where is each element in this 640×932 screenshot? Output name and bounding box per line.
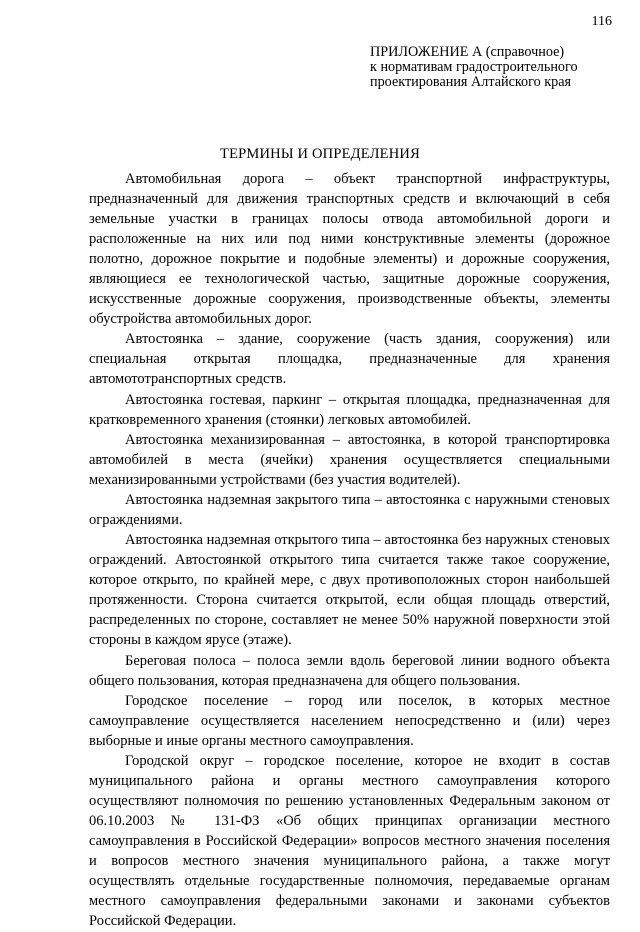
- definition-paragraph: Береговая полоса – полоса земли вдоль береговой линии водного объекта общего пользования, которая предназначена для общего пользования.: [89, 652, 610, 689]
- definition-paragraph: Автостоянка механизированная – автостоянка, в которой транспортировка автомобилей в места (ячейки) хранения осуществляется специальными механизированными устройствами (без участия водителей).: [89, 431, 610, 488]
- definition-paragraph: Автостоянка гостевая, паркинг – открытая площадка, предназначенная для кратковременного хранения (стоянки) легковых автомобилей.: [89, 391, 610, 428]
- appendix-header: [370, 45, 578, 90]
- appendix-subtitle-line1: к нормативам градостроительного: [370, 59, 578, 75]
- definition-paragraph: Автостоянка надземная закрытого типа – автостоянка с наружными стеновых ограждениями.: [89, 492, 610, 529]
- definitions-body: [89, 169, 610, 932]
- page-number: 116: [591, 14, 612, 29]
- definition-paragraph: Городской округ – городское поселение, которое не входит в состав муниципального района и органы местного самоуправления которого осуществляют полномочия по решению установленных Федеральным законом от 06.10.2003 № 131-ФЗ «Об общих принципах организации местного самоуправления в Российской Федерации» вопросов местного значения поселения и вопросов местного значения муниципального района, а также могут осуществлять отдельные государственные полномочия, передаваемые органам местного самоуправления федеральными законами и законами субъектов Российской Федерации.: [89, 753, 610, 930]
- appendix-title: ПРИЛОЖЕНИЕ А (справочное): [370, 44, 565, 60]
- definition-paragraph: Автостоянка – здание, сооружение (часть здания, сооружения) или специальная открытая площадка, предназначенные для хранения автомототранспортных средств.: [89, 331, 610, 388]
- section-title: ТЕРМИНЫ И ОПРЕДЕЛЕНИЯ: [220, 146, 420, 162]
- appendix-subtitle-line2: проектирования Алтайского края: [370, 74, 572, 90]
- definition-paragraph: Городское поселение – город или поселок, в которых местное самоуправление осуществляется населением непосредственно и (или) через выборные и иные органы местного самоуправления.: [89, 693, 610, 750]
- definition-paragraph: Автомобильная дорога – объект транспортной инфраструктуры, предназначенный для движения транспортных средств и включающий в себя земельные участки в границах полосы отвода автомобильной дороги и расположенные на них или под ними конструктивные элементы (дорожное полотно, дорожное покрытие и подобные элементы) и дорожные сооружения, являющиеся ее технологической частью, защитные дорожные сооружения, искусственные дорожные сооружения, производственные объекты, элементы обустройства автомобильных дорог.: [89, 171, 610, 327]
- definition-paragraph: Автостоянка надземная открытого типа – автостоянка без наружных стеновых ограждений. Автостоянкой открытого типа считается также такое сооружение, которое открыто, по крайней мере, с двух противоположных сторон наибольшей протяженности. Сторона считается открытой, если общая площадь отверстий, распределенных по стороне, составляет не менее 50% наружной поверхности этой стороны в каждом ярусе (этаже).: [89, 532, 610, 649]
